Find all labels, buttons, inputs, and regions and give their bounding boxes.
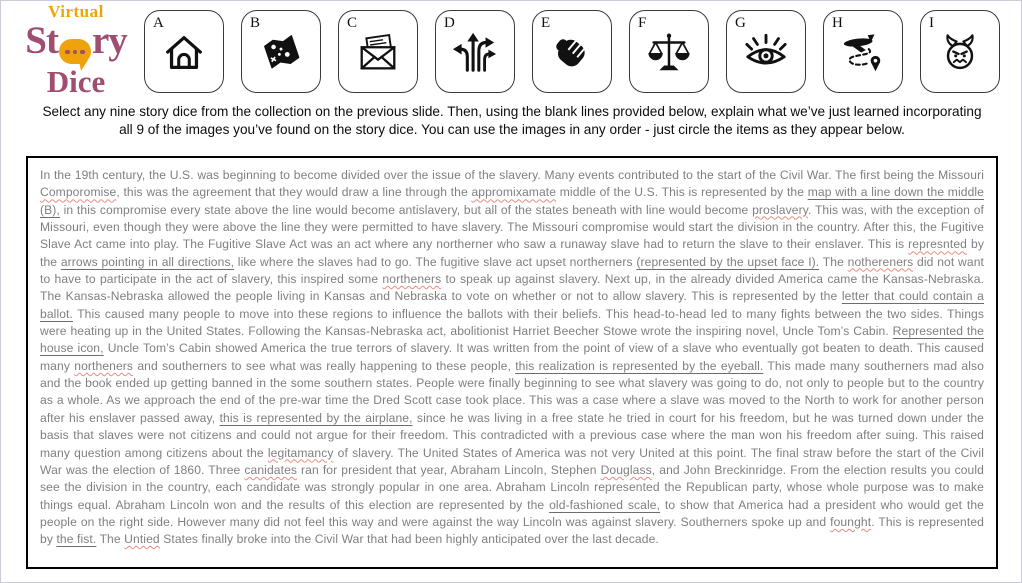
essay-segment: ran for president that year, Abraham Lincoln, Stephen (297, 462, 601, 477)
die-letter: E (541, 15, 551, 31)
house-icon (161, 22, 207, 81)
die-letter: C (347, 15, 358, 31)
essay-segment: , and John Breckinridge. From the election results you could see the division in the country, each candidate was strongly popular in one area. Abraham Lincoln represented the Republican party, whose whole purpose was to make things equal. Abraham Lincoln won and the results of this election are represented by the (40, 462, 984, 512)
essay-underlined-phrase: letter that could contain a ballot. (40, 289, 984, 321)
fist-icon (549, 22, 595, 81)
essay-segment: The (819, 254, 848, 269)
die-d[interactable] (435, 10, 515, 93)
essay-misspelled-word: northeners (74, 358, 134, 373)
essay-text-box[interactable] (26, 156, 998, 569)
die-f[interactable] (629, 10, 709, 93)
essay-segment: . This was, with the exception of Missouri, even though they were above the line they were permitted to have slavery. The Missouri compromise would start the division in the country. After this, the Fugitive Slave Act came into play. The Fugitive Slave Act was an act where any northerner who saw a runaway slave had to return the slave to their enslaver. This is (40, 202, 984, 252)
essay-segment: . This is represented by (40, 514, 984, 547)
die-letter: A (153, 15, 164, 31)
die-letter: D (444, 15, 455, 31)
logo-virtual-text: Virtual (48, 2, 104, 21)
die-e[interactable] (532, 10, 612, 93)
essay-underlined-phrase: old-fashioned scale, (549, 497, 661, 512)
essay-segment: In the 19th century, the U.S. was beginning to become divided over the issue of the slavery. Many events contributed to the start of the Civil War. The first being the Missouri (40, 168, 984, 182)
essay-segment: This caused many people to move into these regions to influence the ballots with their beliefs. This head-to-head led to many fights between the two sides. Things were heating up in the United States. Following the Kansas-Nebraska act, abolitionist Harriet Beecher Stowe wrote the inspiring novel, Uncle Tom’s Cabin. (40, 306, 984, 339)
essay-misspelled-word: represnted (908, 237, 967, 252)
die-a[interactable] (144, 10, 224, 93)
essay-segment: , this was the agreement that they would draw a line through the (116, 185, 472, 200)
essay-segment: Uncle Tom’s Cabin showed America the true terrors of slavery. It was written from the point of view of a slave who eventually got beaten to death. This caused many (40, 341, 984, 373)
die-b[interactable] (241, 10, 321, 93)
speech-bubble-icon (59, 39, 91, 64)
essay-text (40, 167, 984, 549)
essay-misspelled-word: proslavery (752, 202, 808, 217)
essay-misspelled-word: Comporomise (40, 185, 117, 200)
instructions-text: Select any nine story dice from the collection on the previous slide. Then, using the blank lines provided below, explain what we’ve just learned incorporating all 9 of the images you’ve found on the story dice. You can use the images in any order - just circle the items as they appear below. (42, 104, 982, 138)
die-letter: I (929, 15, 934, 31)
essay-segment: to speak up against slavery. Next up, in the already divided America came the Kansas-Nebraska. The Kansas-Nebraska allowed the people living in Kansas and Nebraska to vote on whether or not to allow slavery. This is represented by the (40, 272, 984, 304)
essay-misspelled-word: Untied (124, 532, 160, 547)
logo-story-text: St ry (13, 21, 139, 64)
essay-misspelled-word: legitamancy (267, 445, 334, 460)
logo-dice-text: Dice (46, 64, 106, 100)
essay-segment: like where the slaves had to go. The fugitive slave act upset northerners (234, 254, 637, 269)
essay-underlined-phrase: Represented the house icon, (40, 324, 984, 356)
essay-segment: States finally broke into the Civil War that had been highly anticipated over the last decade. (159, 532, 659, 547)
essay-underlined-phrase: map with a line down the middle (B), (40, 185, 985, 217)
die-c[interactable] (338, 10, 418, 93)
die-letter: B (250, 15, 261, 31)
essay-segment: The (96, 532, 125, 547)
essay-misspelled-word: Douglass (600, 462, 652, 477)
eye-icon (743, 22, 789, 81)
essay-segment: since he was living in a free state he tried in court for his freedom, but he was turned down under the basis that slaves were not citizens and could not argue for their freedom. This contradicted with a previous case where the man won his freedom after suing. This raised many question among citizens about the (40, 410, 984, 460)
arrows-all-directions-icon (452, 22, 498, 81)
dice-row (144, 10, 1000, 93)
essay-segment: to show that America had a president who would get the people on the right side. However many did not feel this way and were against the way Lincoln was against slavery. Southerners spoke up and (40, 497, 984, 529)
scales-icon (646, 22, 692, 81)
essay-underlined-phrase: this realization is represented by the eyeball. (515, 358, 764, 373)
essay-underlined-phrase: this is represented by the airplane, (219, 410, 413, 425)
story-dice-logo (13, 2, 139, 100)
essay-misspelled-word: nothereners (847, 254, 914, 269)
die-letter: F (638, 15, 647, 31)
envelope-letter-icon (355, 22, 401, 81)
essay-misspelled-word: appromixamate (471, 185, 557, 200)
essay-segment: in this compromise every state above the line would become antislavery, but all of the states beneath with line would become (59, 202, 753, 217)
essay-segment: by the (40, 237, 984, 269)
essay-misspelled-word: northeners (382, 272, 442, 287)
essay-segment: of slavery. The United States of America was not very United at this point. The final straw before the start of the Civil War was the election of 1860. Three (40, 445, 984, 477)
die-h[interactable] (823, 10, 903, 93)
devil-face-icon (937, 22, 983, 81)
die-i[interactable] (920, 10, 1000, 93)
die-letter: H (832, 15, 843, 31)
essay-segment: did not want to have to participate in the act of slavery, this inspired some (40, 254, 984, 287)
map-icon (258, 22, 304, 81)
essay-segment: and southerners to see what was really happening to these people, (133, 358, 516, 373)
essay-segment: This made many southerners mad also and the book ended up getting banned in the some southern states. People were finally beginning to see what slavery was going to do, not only to people but to the country as a whole. As we approach the end of the pre-war time the Dred Scott case took place. This was a case where a slave was moved to the North to work for another person after his enslaver passed away, (40, 358, 984, 425)
essay-underlined-phrase: arrows pointing in all directions, (60, 254, 235, 269)
essay-underlined-phrase: the fist. (56, 532, 97, 547)
essay-misspelled-word: founght (830, 514, 872, 529)
airplane-route-icon (840, 22, 886, 81)
die-letter: G (735, 15, 746, 31)
essay-segment: middle of the U.S. This is represented by the (556, 185, 808, 200)
essay-underlined-phrase: (represented by the upset face I). (636, 254, 820, 269)
essay-misspelled-word: canidates (244, 462, 298, 477)
die-g[interactable] (726, 10, 806, 93)
